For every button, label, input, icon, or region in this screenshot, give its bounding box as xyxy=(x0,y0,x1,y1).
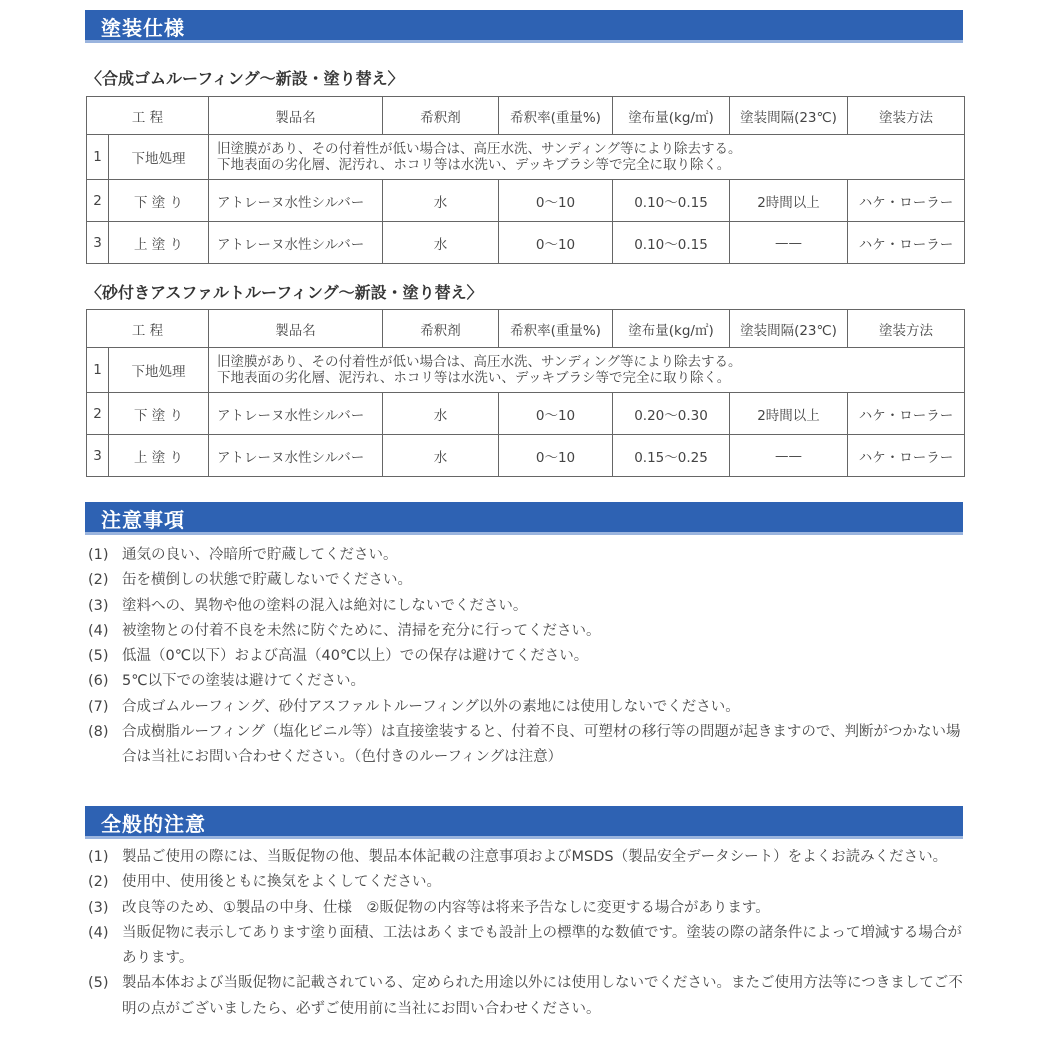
header-product: 製品名 xyxy=(209,310,383,348)
header-thinner: 希釈剤 xyxy=(383,310,499,348)
caution-list xyxy=(88,543,968,771)
item-mark: (8) xyxy=(88,724,109,741)
row-thinner: 水 xyxy=(383,222,499,264)
list-item xyxy=(88,695,968,720)
list-item xyxy=(88,870,968,895)
item-text: 製品ご使用の際には、当販促物の他、製品本体記載の注意事項およびMSDS（製品安全データシート）をよくお読みください。 xyxy=(122,849,948,865)
row-product: アトレーヌ水性シルバー xyxy=(209,222,383,264)
table2-heading: 〈砂付きアスファルトルーフィング〜新設・塗り替え〉 xyxy=(86,283,483,302)
list-item xyxy=(88,845,968,870)
row-number: 2 xyxy=(87,180,109,222)
header-coverage: 塗布量(kg/㎡) xyxy=(613,310,730,348)
table-row xyxy=(87,222,965,264)
header-interval: 塗装間隔(23℃) xyxy=(730,310,848,348)
row-step: 上 塗 り xyxy=(109,222,209,264)
item-text: 低温（0℃以下）および高温（40℃以上）での保存は避けてください。 xyxy=(122,648,589,665)
section-bar-spec xyxy=(85,10,963,43)
row-product: アトレーヌ水性シルバー xyxy=(209,435,383,477)
row-product: アトレーヌ水性シルバー xyxy=(209,393,383,435)
list-item xyxy=(88,568,968,593)
row-dilution: 0〜10 xyxy=(499,435,613,477)
row-number: 2 xyxy=(87,393,109,435)
spec-table-2 xyxy=(86,309,965,477)
row-dilution: 0〜10 xyxy=(499,222,613,264)
header-method: 塗装方法 xyxy=(848,97,965,135)
header-step: 工 程 xyxy=(87,310,209,348)
row-product: アトレーヌ水性シルバー xyxy=(209,180,383,222)
row-coverage: 0.15〜0.25 xyxy=(613,435,730,477)
item-mark: (7) xyxy=(88,698,109,715)
section-bar-general xyxy=(85,806,963,839)
table-row xyxy=(87,393,965,435)
table1-heading: 〈合成ゴムルーフィング〜新設・塗り替え〉 xyxy=(86,69,404,88)
row-step: 下 塗 り xyxy=(109,180,209,222)
list-item xyxy=(88,896,968,921)
item-text: 改良等のため、①製品の中身、仕様 ②販促物の内容等は将来予告なしに変更する場合があります。 xyxy=(122,899,770,916)
header-method: 塗装方法 xyxy=(848,310,965,348)
row-interval: —— xyxy=(730,222,848,264)
description-line: 下地表面の劣化層、泥汚れ、ホコリ等は水洗い、デッキブラシ等で完全に取り除く。 xyxy=(217,157,731,173)
header-dilution: 希釈率(重量%) xyxy=(499,97,613,135)
row-step: 下 塗 り xyxy=(109,393,209,435)
list-item xyxy=(88,921,968,972)
surface-prep-description xyxy=(209,135,965,180)
row-thinner: 水 xyxy=(383,180,499,222)
item-mark: (5) xyxy=(88,975,109,992)
item-mark: (3) xyxy=(88,597,109,614)
item-text: 製品本体および当販促物に記載されている、定められた用途以外には使用しないでください。またご使用方法等につきましてご不明の点がございましたら、必ずご使用前に当社にお問い合わせください。 xyxy=(122,975,963,1017)
item-mark: (4) xyxy=(88,924,109,941)
row-number: 1 xyxy=(87,135,109,180)
description-line: 旧塗膜があり、その付着性が低い場合は、高圧水洗、サンディング等により除去する。 xyxy=(217,141,742,157)
item-text: 塗料への、異物や他の塗料の混入は絶対にしないでください。 xyxy=(122,597,528,614)
row-step: 上 塗 り xyxy=(109,435,209,477)
row-dilution: 0〜10 xyxy=(499,180,613,222)
row-coverage: 0.10〜0.15 xyxy=(613,180,730,222)
list-item xyxy=(88,644,968,669)
item-mark: (3) xyxy=(88,899,109,916)
list-item xyxy=(88,971,968,1022)
row-step: 下地処理 xyxy=(109,348,209,393)
item-text: 合成ゴムルーフィング、砂付アスファルトルーフィング以外の素地には使用しないでください。 xyxy=(122,698,740,715)
item-mark: (4) xyxy=(88,622,109,639)
row-thinner: 水 xyxy=(383,393,499,435)
surface-prep-description xyxy=(209,348,965,393)
item-mark: (5) xyxy=(88,648,109,665)
row-coverage: 0.20〜0.30 xyxy=(613,393,730,435)
list-item xyxy=(88,543,968,568)
general-list xyxy=(88,845,968,1022)
header-dilution: 希釈率(重量%) xyxy=(499,310,613,348)
item-mark: (1) xyxy=(88,547,109,563)
description-line: 下地表面の劣化層、泥汚れ、ホコリ等は水洗い、デッキブラシ等で完全に取り除く。 xyxy=(217,370,731,386)
row-interval: —— xyxy=(730,435,848,477)
item-mark: (2) xyxy=(88,572,109,589)
table-row xyxy=(87,135,965,180)
row-method: ハケ・ローラー xyxy=(848,393,965,435)
row-thinner: 水 xyxy=(383,435,499,477)
row-step: 下地処理 xyxy=(109,135,209,180)
section-bar-caution xyxy=(85,502,963,535)
row-method: ハケ・ローラー xyxy=(848,222,965,264)
section-title-general: 全般的注意 xyxy=(101,812,206,836)
list-item xyxy=(88,619,968,644)
row-coverage: 0.10〜0.15 xyxy=(613,222,730,264)
description-line: 旧塗膜があり、その付着性が低い場合は、高圧水洗、サンディング等により除去する。 xyxy=(217,354,742,370)
table-row xyxy=(87,435,965,477)
header-product: 製品名 xyxy=(209,97,383,135)
spec-table-1 xyxy=(86,96,965,264)
item-mark: (2) xyxy=(88,874,109,891)
row-number: 3 xyxy=(87,222,109,264)
section-title-spec: 塗装仕様 xyxy=(101,16,185,40)
row-number: 1 xyxy=(87,348,109,393)
row-interval: 2時間以上 xyxy=(730,393,848,435)
list-item xyxy=(88,669,968,694)
header-coverage: 塗布量(kg/㎡) xyxy=(613,97,730,135)
row-interval: 2時間以上 xyxy=(730,180,848,222)
table-row xyxy=(87,180,965,222)
item-text: 合成樹脂ルーフィング（塩化ビニル等）は直接塗装すると、付着不良、可塑材の移行等の問題が起きますので、判断がつかない場合は当社にお問い合わせください。（色付きのルーフィングは注意） xyxy=(122,724,961,766)
list-item xyxy=(88,720,968,771)
item-text: 通気の良い、冷暗所で貯蔵してください。 xyxy=(122,547,398,563)
item-text: 当販促物に表示してあります塗り面積、工法はあくまでも設計上の標準的な数値です。塗装の際の諸条件によって増減する場合があります。 xyxy=(122,924,962,967)
item-text: 使用中、使用後ともに換気をよくしてください。 xyxy=(122,874,441,891)
table-row xyxy=(87,348,965,393)
item-text: 5℃以下での塗装は避けてください。 xyxy=(122,673,366,690)
row-dilution: 0〜10 xyxy=(499,393,613,435)
item-text: 缶を横倒しの状態で貯蔵しないでください。 xyxy=(122,572,412,589)
section-title-caution: 注意事項 xyxy=(101,508,185,532)
item-mark: (6) xyxy=(88,673,109,690)
header-step: 工 程 xyxy=(87,97,209,135)
row-method: ハケ・ローラー xyxy=(848,180,965,222)
header-interval: 塗装間隔(23℃) xyxy=(730,97,848,135)
item-mark: (1) xyxy=(88,849,109,865)
item-text: 被塗物との付着不良を未然に防ぐために、清掃を充分に行ってください。 xyxy=(122,622,601,639)
list-item xyxy=(88,594,968,619)
row-number: 3 xyxy=(87,435,109,477)
header-thinner: 希釈剤 xyxy=(383,97,499,135)
row-method: ハケ・ローラー xyxy=(848,435,965,477)
